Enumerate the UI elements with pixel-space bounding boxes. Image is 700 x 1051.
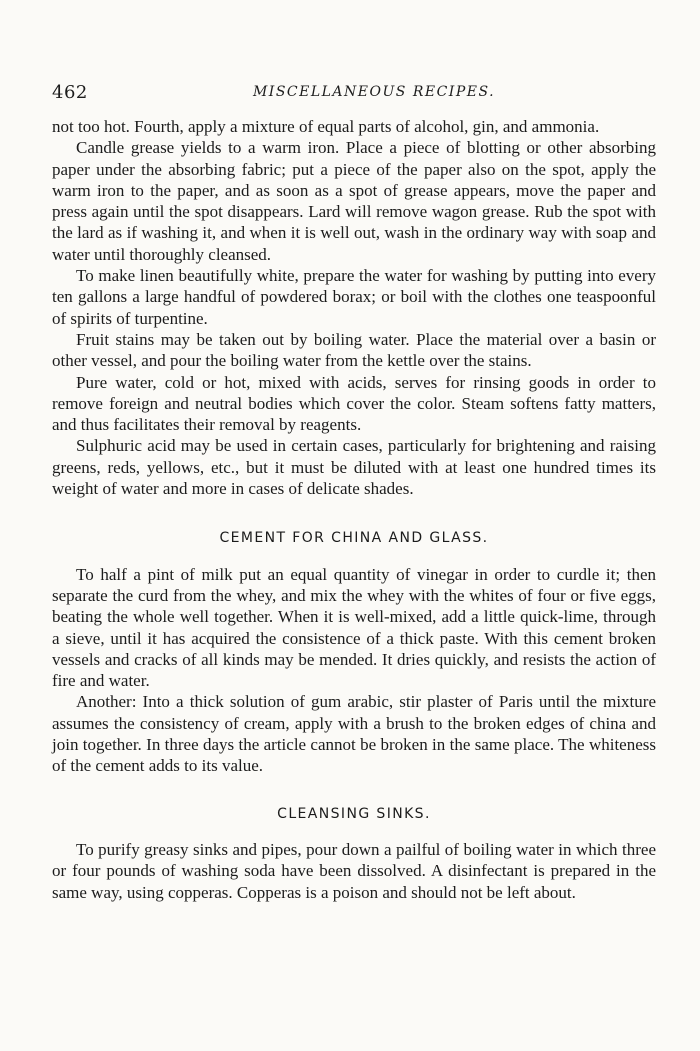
section-heading-cement: CEMENT FOR CHINA AND GLASS. [219,530,489,547]
paragraph-continued: not too hot. Fourth, apply a mixture of equal parts of alcohol, gin, and ammonia. [52,117,600,136]
paragraph-cement-gum-arabic: Another: Into a thick solution of gum arabic, stir plaster of Paris until the mixture assumes the consistency of cream, apply with a brush to the broken edges of china and join together. In three days the article cannot be broken in the same place. The whiteness of the cement adds to its value. [52,692,656,776]
page-body [52,116,656,903]
running-title: MISCELLANEOUS RECIPES. [252,84,496,100]
paragraph-candle-grease: Candle grease yields to a warm iron. Place a piece of blotting or other absorbing paper under the absorbing fabric; put a piece of the paper also on the spot, apply the warm iron to the paper, and as soon as a spot of grease appears, move the paper and press again until the spot disappears. Lard will remove wagon grease. Rub the spot with the lard as if washing it, and when it is well out, wash in the ordinary way with soap and water until thoroughly cleansed. [52,138,656,264]
paragraph-fruit-stains: Fruit stains may be taken out by boiling water. Place the material over a basin or other vessel, and pour the boiling water from the kettle over the stains. [52,329,656,371]
paragraph-cement-milk: To half a pint of milk put an equal quantity of vinegar in order to curdle it; then separate the curd from the whey, and mix the whey with the whites of four or five eggs, beating the whole well together. When it is well-mixed, add a little quick-lime, through a sieve, until it has acquired the consistence of a thick paste. With this cement broken vessels and cracks of all kinds may be mended. It dries quickly, and resists the action of fire and water. [52,564,656,691]
section-heading-sinks: CLEANSING SINKS. [277,805,431,822]
paragraph-sulphuric-acid: Sulphuric acid may be used in certain cases, particularly for brightening and raising greens, reds, yellows, etc., but it must be diluted with at least one hundred times its weight of water and more in cases of delicate shades. [52,436,656,499]
page-number: 462 [52,82,88,103]
paragraph-linen-white: To make linen beautifully white, prepare the water for washing by putting into every ten gallons a large handful of powdered borax; or boil with the clothes one teaspoonful of spirits of turpentine. [52,266,656,328]
running-header [52,82,656,106]
paragraph-sinks: To purify greasy sinks and pipes, pour down a pailful of boiling water in which three or four pounds of washing soda have been dissolved. A disinfectant is prepared in the same way, using copperas. Copperas is a poison and should not be left about. [52,839,656,902]
paragraph-pure-water: Pure water, cold or hot, mixed with acids, serves for rinsing goods in order to remove foreign and neutral bodies which cover the color. Steam softens fatty matters, and thus facilitates their removal by reagents. [52,372,656,435]
